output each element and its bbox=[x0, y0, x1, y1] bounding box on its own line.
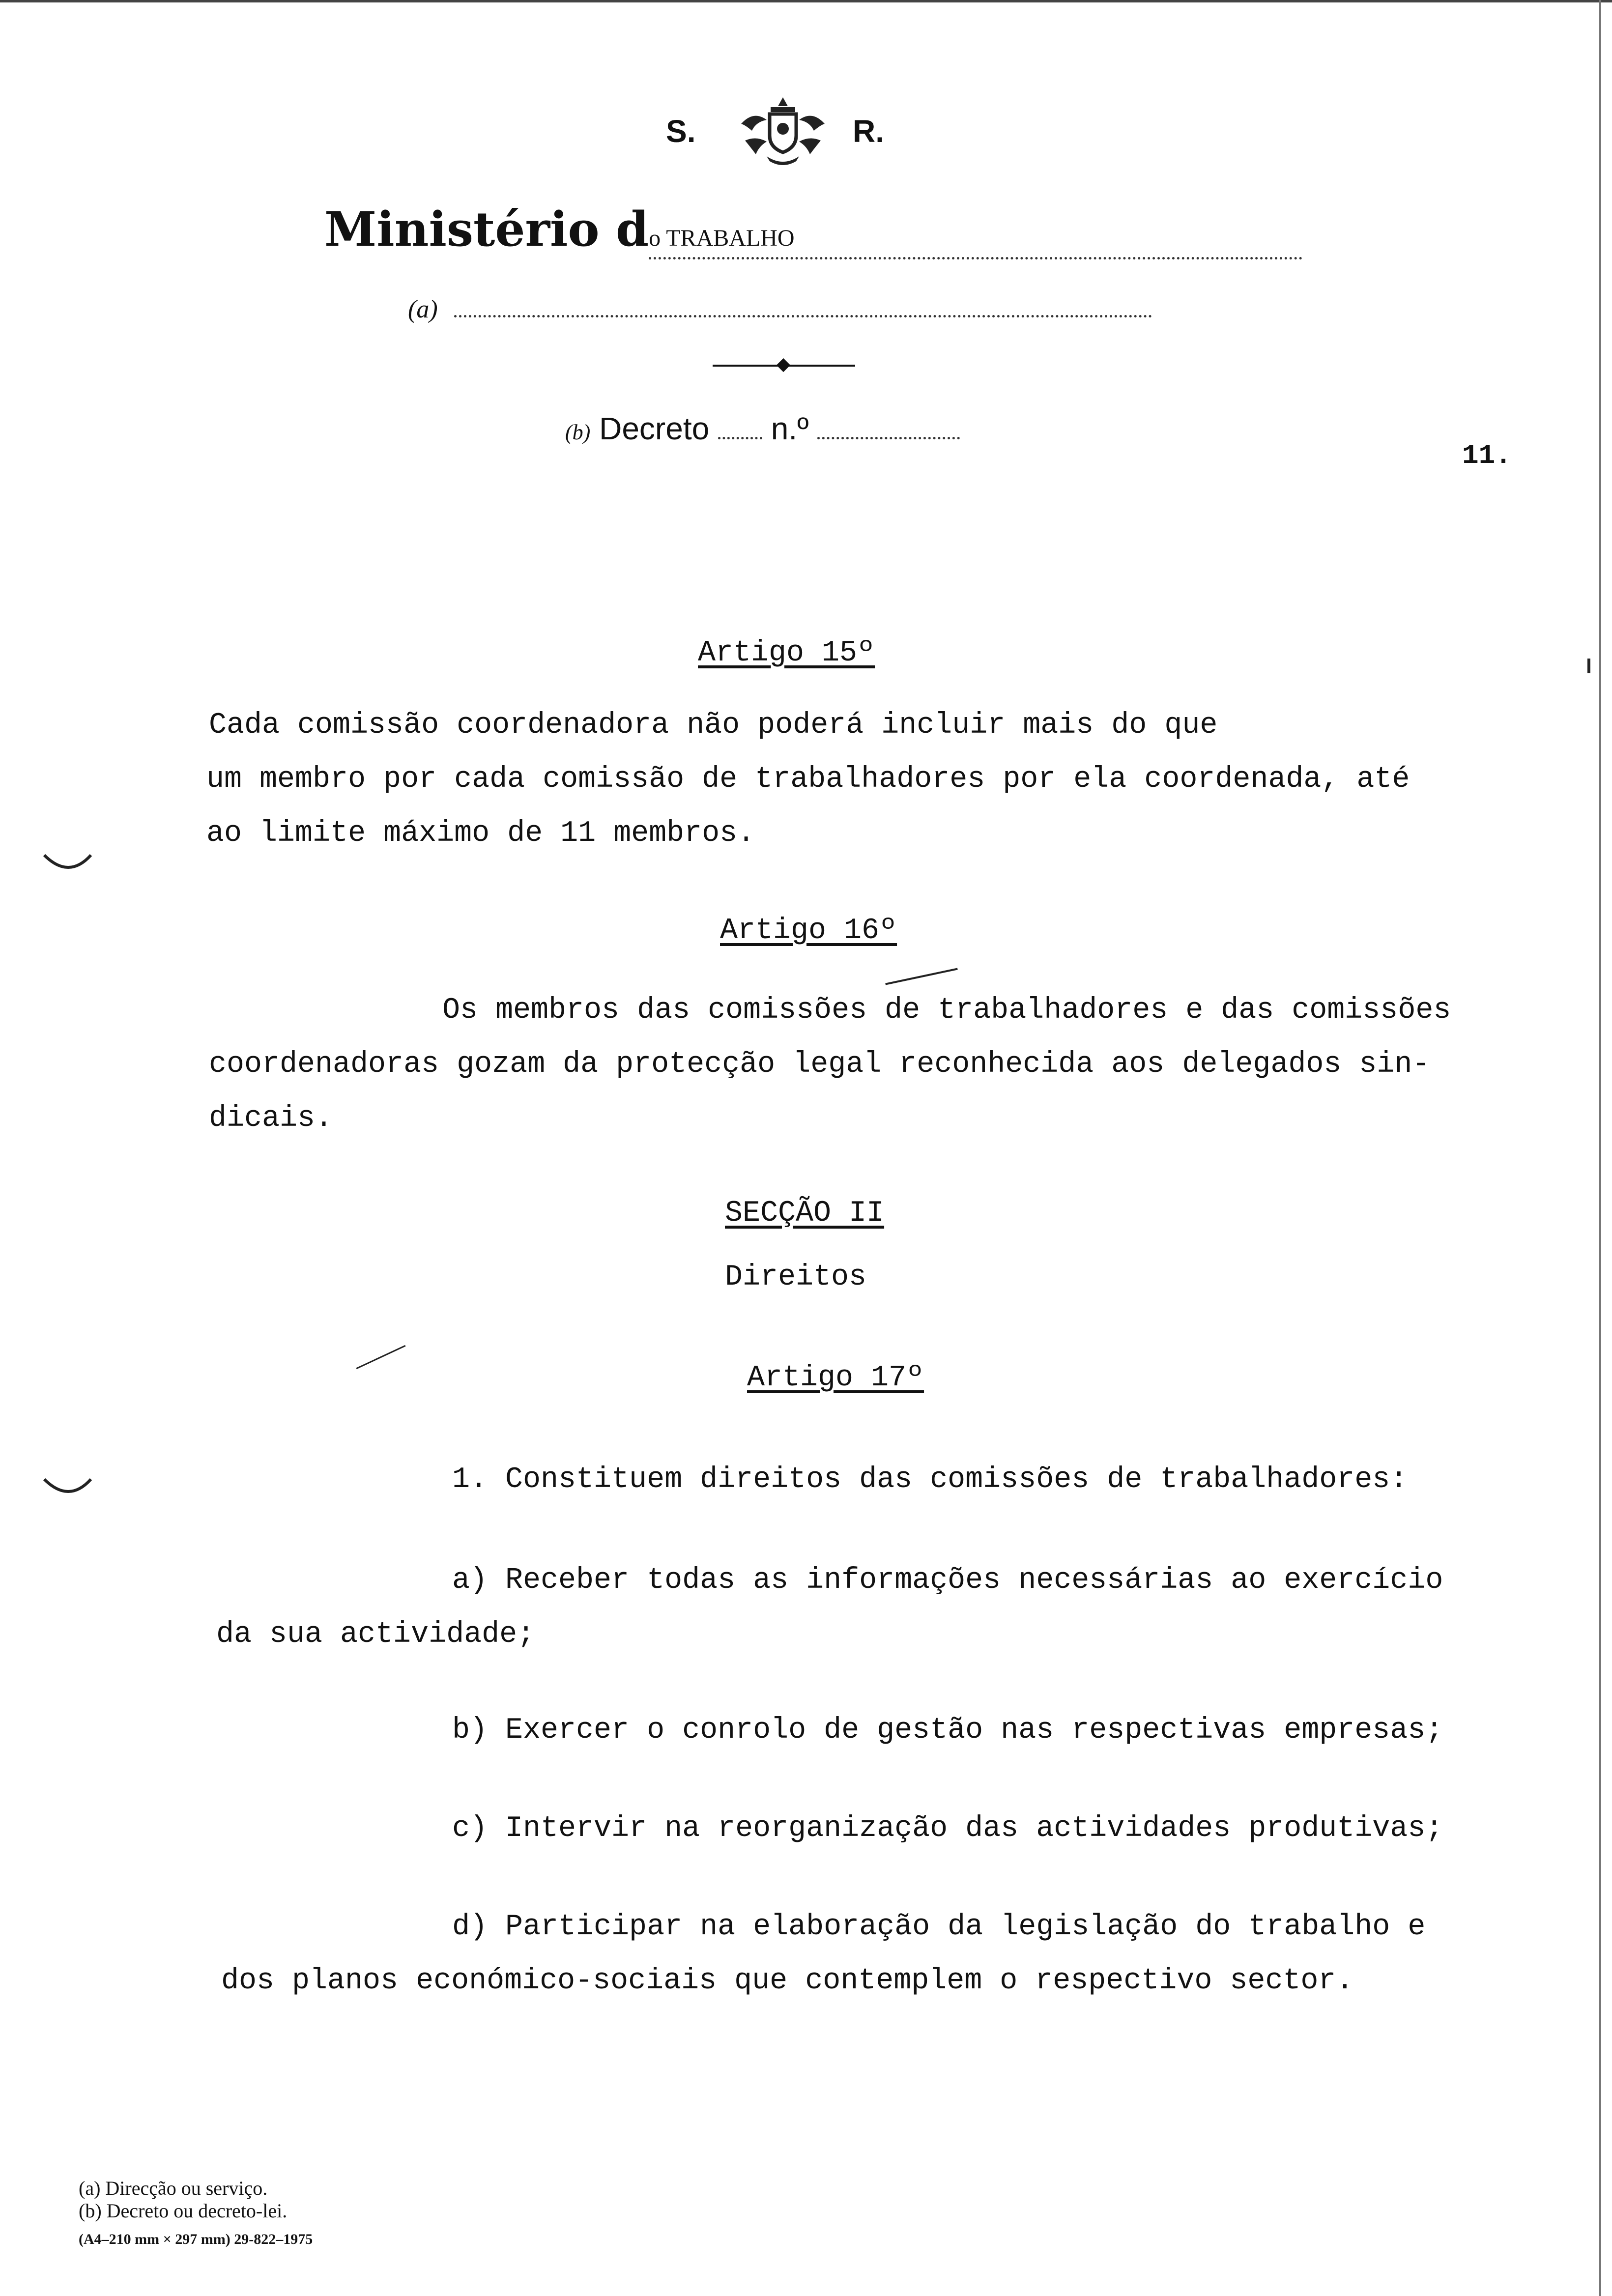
field-a-label: (a) bbox=[408, 295, 438, 323]
divider-diamond bbox=[777, 358, 790, 372]
s-letter: S. bbox=[666, 114, 696, 149]
punch-mark bbox=[39, 1450, 93, 1504]
field-b-label: (b) bbox=[565, 420, 591, 444]
item-1: 1. Constituem direitos das comissões de trabalhadores: bbox=[452, 1463, 1408, 1496]
pen-stroke bbox=[356, 1345, 406, 1369]
decreto-label: Decreto bbox=[599, 411, 710, 446]
item-b: b) Exercer o conrolo de gestão nas respectivas empresas; bbox=[452, 1714, 1443, 1747]
artigo-15-line-1: Cada comissão coordenadora não poderá incluir mais do que bbox=[209, 709, 1218, 742]
item-d-line-1: d) Participar na elaboração da legislação do trabalho e bbox=[452, 1910, 1426, 1944]
coat-of-arms-icon bbox=[736, 93, 830, 167]
numero-blank bbox=[817, 437, 960, 439]
artigo-17-heading: Artigo 17º bbox=[747, 1361, 924, 1395]
field-a-line bbox=[408, 295, 1152, 324]
footnotes bbox=[79, 2177, 287, 2222]
right-border bbox=[1599, 0, 1601, 2296]
ministerio-line bbox=[324, 201, 1302, 259]
decreto-blank bbox=[718, 437, 762, 439]
artigo-15-heading: Artigo 15º bbox=[698, 636, 875, 670]
artigo-16-line-3: dicais. bbox=[209, 1102, 333, 1135]
r-letter: R. bbox=[853, 114, 884, 149]
page-number: 11. bbox=[1462, 440, 1512, 471]
artigo-15-line-2: um membro por cada comissão de trabalhadores por ela coordenada, até bbox=[206, 763, 1410, 796]
artigo-16-line-2: coordenadoras gozam da protecção legal reconhecida aos delegados sin- bbox=[209, 1048, 1430, 1081]
field-a-blank bbox=[454, 315, 1152, 317]
artigo-16-line-1: Os membros das comissões de trabalhadores e das comissões bbox=[442, 994, 1451, 1027]
top-border bbox=[0, 0, 1612, 2]
artigo-16-heading: Artigo 16º bbox=[720, 914, 897, 947]
form-code: (A4–210 mm × 297 mm) 29-822–1975 bbox=[79, 2231, 313, 2247]
punch-mark bbox=[39, 826, 93, 885]
footnote-b: (b) Decreto ou decreto-lei. bbox=[79, 2200, 288, 2222]
footnote-a: (a) Direcção ou serviço. bbox=[79, 2177, 268, 2199]
item-a-line-1: a) Receber todas as informações necessárias ao exercício bbox=[452, 1564, 1443, 1597]
ministerio-value: o TRABALHO bbox=[649, 225, 795, 251]
artigo-15-line-3: ao limite máximo de 11 membros. bbox=[206, 817, 755, 850]
numero-label: n.º bbox=[771, 411, 809, 446]
ministerio-label: Ministério d bbox=[324, 201, 649, 257]
item-a-line-2: da sua actividade; bbox=[216, 1618, 535, 1651]
seccao-heading: SECÇÃO II bbox=[725, 1197, 885, 1230]
item-c: c) Intervir na reorganização das actividades produtivas; bbox=[452, 1812, 1443, 1845]
seccao-subtitle: Direitos bbox=[725, 1261, 867, 1294]
decreto-line bbox=[565, 410, 960, 447]
margin-tick bbox=[1587, 659, 1590, 673]
item-d-line-2: dos planos económico-sociais que contemplem o respectivo sector. bbox=[221, 1964, 1354, 1998]
